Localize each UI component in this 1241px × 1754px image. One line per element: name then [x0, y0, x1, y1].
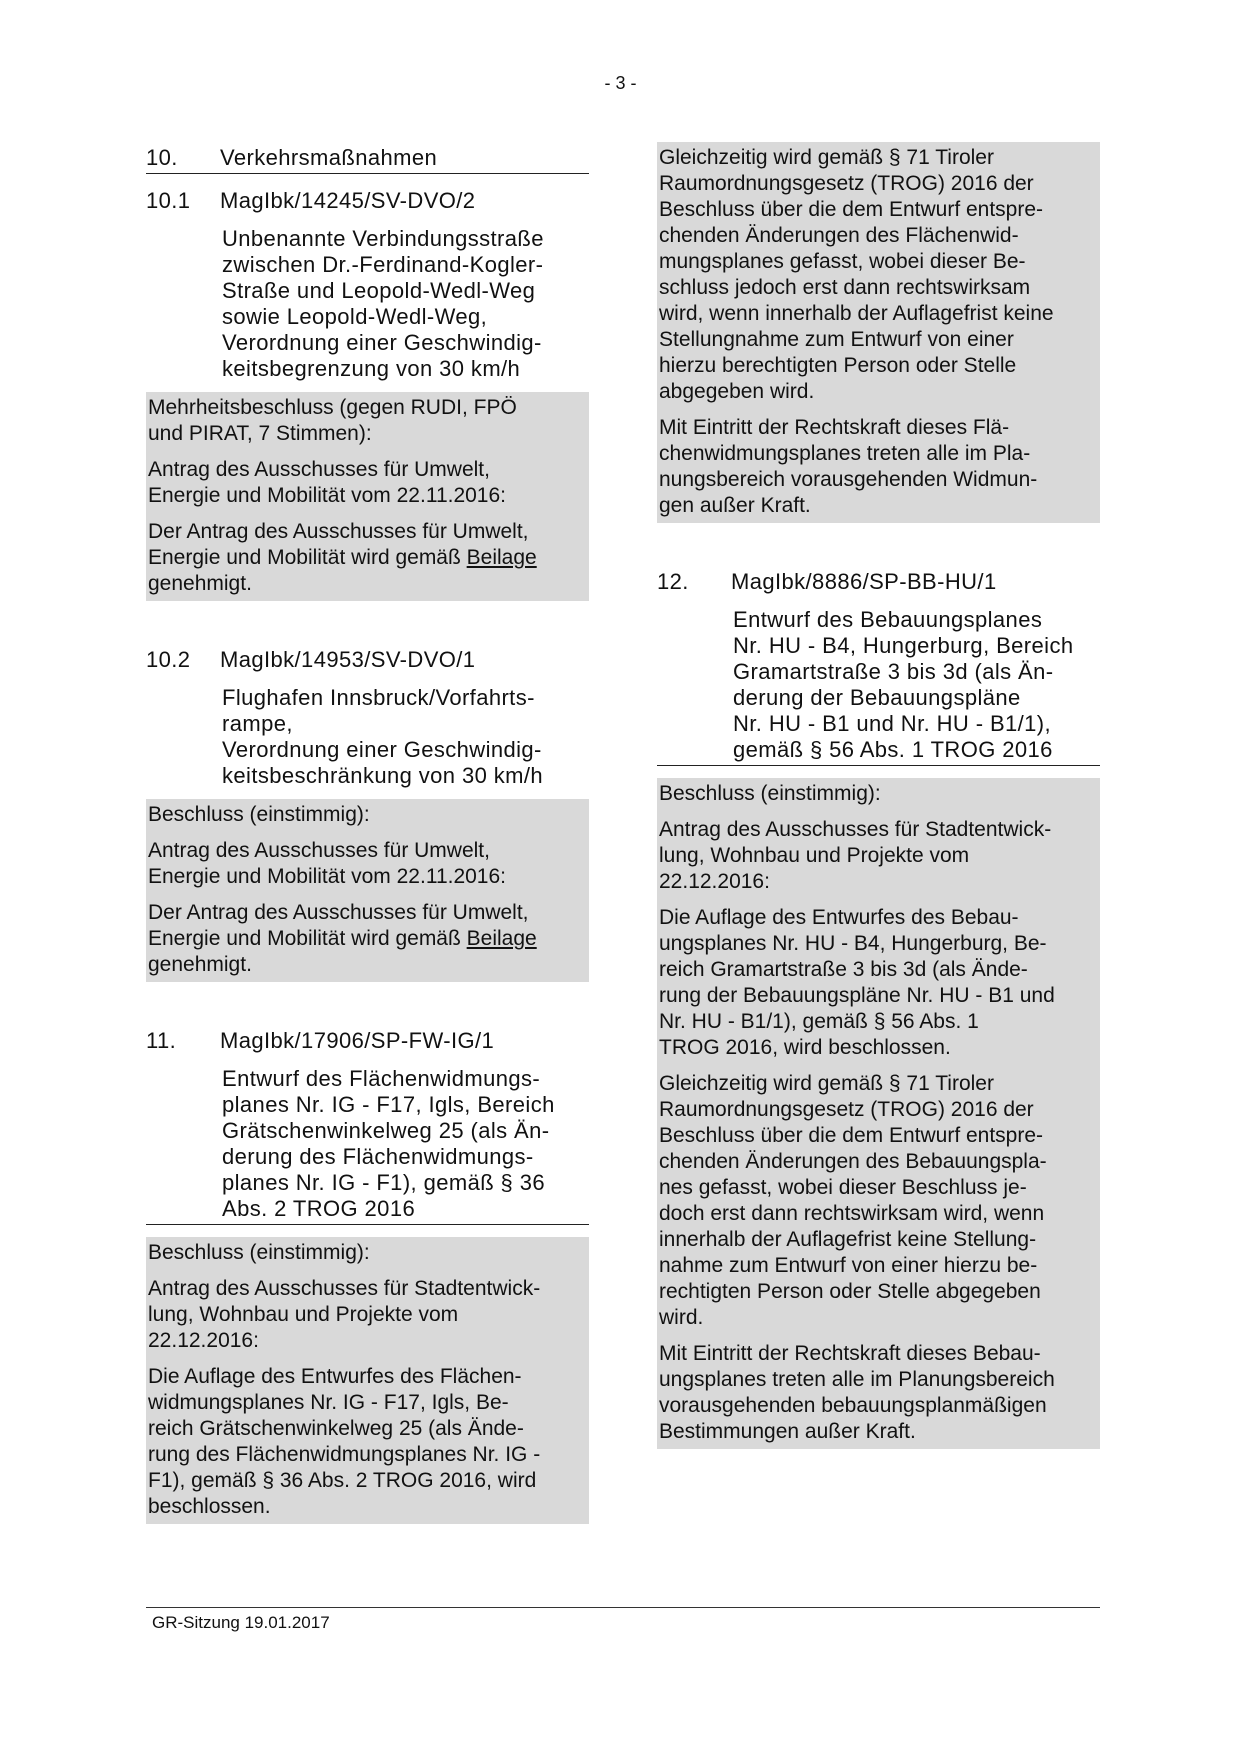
motion-text: Antrag des Ausschusses für Umwelt, Energie und Mobilität vom 22.11.2016: — [148, 839, 507, 888]
item-10-2-heading — [146, 647, 589, 673]
item-code: MagIbk/14953/SV-DVO/1 — [220, 647, 476, 672]
decision-text: Beschluss (einstimmig): — [148, 1241, 370, 1264]
item-10-1-subject — [222, 226, 589, 382]
item-12-heading — [657, 569, 1100, 595]
section-title: Verkehrsmaßnahmen — [220, 145, 438, 170]
subject-line: sowie Leopold-Wedl-Weg, — [222, 304, 488, 329]
item-11-subject — [146, 1066, 589, 1225]
motion-text: Antrag des Ausschusses für Stadtentwick- lung, Wohnbau und Projekte vom 22.12.2016: — [148, 1277, 541, 1352]
paragraph-supplementary-decision: Gleichzeitig wird gemäß § 71 Tiroler Raumordnungsgesetz (TROG) 2016 der Beschluss über die dem Entwurf entspre- chenden Änderungen des Flächenwid- mungsplanes gefasst, wobei dieser Be- schluss jedoch erst dann rechtswirksam wird, wenn innerhalb der Auflagefrist keine Stellungnahme zum Entwurf von einer hierzu berechtigten Person oder Stelle abgegeben wird. — [659, 146, 1054, 403]
decision-text: Beschluss (einstimmig): — [148, 803, 370, 826]
subject-line: gemäß § 56 Abs. 1 TROG 2016 — [733, 737, 1053, 762]
result-text: Die Auflage des Entwurfes des Bebau- ungsplanes Nr. HU - B4, Hungerburg, Be- reich Gramartstraße 3 bis 3d (als Ände- rung der Bebauungspläne Nr. HU - B1 und Nr. HU - B1/1), gemäß § 56 Abs. 1 TROG 2016, wird beschlossen. — [659, 906, 1055, 1059]
page-number: - 3 - — [604, 73, 637, 93]
subject-line: Verordnung einer Geschwindig- — [222, 330, 542, 355]
item-10-2-decision-block — [146, 799, 589, 982]
paragraph-supplementary-decision: Gleichzeitig wird gemäß § 71 Tiroler Raumordnungsgesetz (TROG) 2016 der Beschluss über die dem Entwurf entspre- chenden Änderungen des Bebauungspla- nes gefasst, wobei dieser Beschluss je- doch erst dann rechtswirksam wird, wenn innerhalb der Auflagefrist keine Stellung- nahme zum Entwurf von einer hierzu be- rechtigten Person oder Stelle abgegeben wird. — [659, 1072, 1047, 1329]
subject-line: Gramartstraße 3 bis 3d (als Än- — [733, 659, 1054, 684]
subject-line: Grätschenwinkelweg 25 (als Än- — [222, 1118, 550, 1143]
result-text: Der Antrag des Ausschusses für Umwelt, Energie und Mobilität wird gemäß Beilage genehmigt. — [148, 520, 537, 595]
subject-line: Verordnung einer Geschwindig- — [222, 737, 542, 762]
item-11-continuation-block — [657, 142, 1100, 523]
subject-line: rampe, — [222, 711, 293, 736]
subject-line: planes Nr. IG - F1), gemäß § 36 — [222, 1170, 545, 1195]
subject-line: Entwurf des Bebauungsplanes — [733, 607, 1043, 632]
subject-line: zwischen Dr.-Ferdinand-Kogler- — [222, 252, 544, 277]
item-10-2-subject — [222, 685, 589, 789]
right-column — [657, 145, 1100, 1449]
item-code: MagIbk/8886/SP-BB-HU/1 — [731, 569, 997, 594]
subject-line: planes Nr. IG - F17, Igls, Bereich — [222, 1092, 555, 1117]
item-code: MagIbk/14245/SV-DVO/2 — [220, 188, 476, 213]
subject-line: Unbenannte Verbindungsstraße — [222, 226, 544, 251]
footer-rule — [146, 1607, 1100, 1608]
paragraph-legal-effect: Mit Eintritt der Rechtskraft dieses Bebau- ungsplanes treten alle im Planungsbereich vorausgehenden bebauungsplanmäßigen Bestimmungen außer Kraft. — [659, 1342, 1055, 1443]
item-10-1-decision-block — [146, 392, 589, 601]
subject-line: derung der Bebauungspläne — [733, 685, 1021, 710]
left-column — [146, 145, 589, 1524]
item-11-heading — [146, 1028, 589, 1054]
item-12-subject — [657, 607, 1100, 766]
beilage-link[interactable]: Beilage — [466, 546, 537, 569]
item-code: MagIbk/17906/SP-FW-IG/1 — [220, 1028, 495, 1053]
subject-line: Flughafen Innsbruck/Vorfahrts- — [222, 685, 535, 710]
subject-line: Nr. HU - B4, Hungerburg, Bereich — [733, 633, 1074, 658]
subject-line: Straße und Leopold-Wedl-Weg — [222, 278, 536, 303]
item-number: 10.1 — [146, 188, 191, 213]
subject-line: derung des Flächenwidmungs- — [222, 1144, 534, 1169]
item-11-decision-block — [146, 1237, 589, 1524]
subject-line: keitsbegrenzung von 30 km/h — [222, 356, 521, 381]
result-text: Die Auflage des Entwurfes des Flächen- widmungsplanes Nr. IG - F17, Igls, Be- reich Grätschenwinkelweg 25 (als Ände- rung des Flächenwidmungsplanes Nr. IG - F1), gemäß § 36 Abs. 2 TROG 2016, wird beschlossen. — [148, 1365, 541, 1518]
subject-line: Nr. HU - B1 und Nr. HU - B1/1), — [733, 711, 1052, 736]
motion-text: Antrag des Ausschusses für Stadtentwick- lung, Wohnbau und Projekte vom 22.12.2016: — [659, 818, 1052, 893]
item-number: 12. — [657, 569, 689, 594]
decision-text: Beschluss (einstimmig): — [659, 782, 881, 805]
subject-line: Entwurf des Flächenwidmungs- — [222, 1066, 541, 1091]
item-number: 11. — [146, 1028, 177, 1053]
item-12-decision-block — [657, 778, 1100, 1449]
section-10-heading — [146, 145, 589, 174]
paragraph-legal-effect: Mit Eintritt der Rechtskraft dieses Flä- chenwidmungsplanes treten alle im Pla- nungsbereich vorausgehenden Widmun- gen außer Kraft. — [659, 416, 1038, 517]
result-text: Der Antrag des Ausschusses für Umwelt, Energie und Mobilität wird gemäß Beilage genehmigt. — [148, 901, 537, 976]
motion-text: Antrag des Ausschusses für Umwelt, Energie und Mobilität vom 22.11.2016: — [148, 458, 507, 507]
item-number: 10.2 — [146, 647, 191, 672]
subject-line: Abs. 2 TROG 2016 — [222, 1196, 416, 1221]
section-number: 10. — [146, 145, 178, 170]
beilage-link[interactable]: Beilage — [466, 927, 537, 950]
decision-text: Mehrheitsbeschluss (gegen RUDI, FPÖ und PIRAT, 7 Stimmen): — [148, 396, 517, 445]
item-10-1-heading — [146, 188, 589, 214]
footer-text: GR-Sitzung 19.01.2017 — [152, 1613, 330, 1632]
subject-line: keitsbeschränkung von 30 km/h — [222, 763, 543, 788]
